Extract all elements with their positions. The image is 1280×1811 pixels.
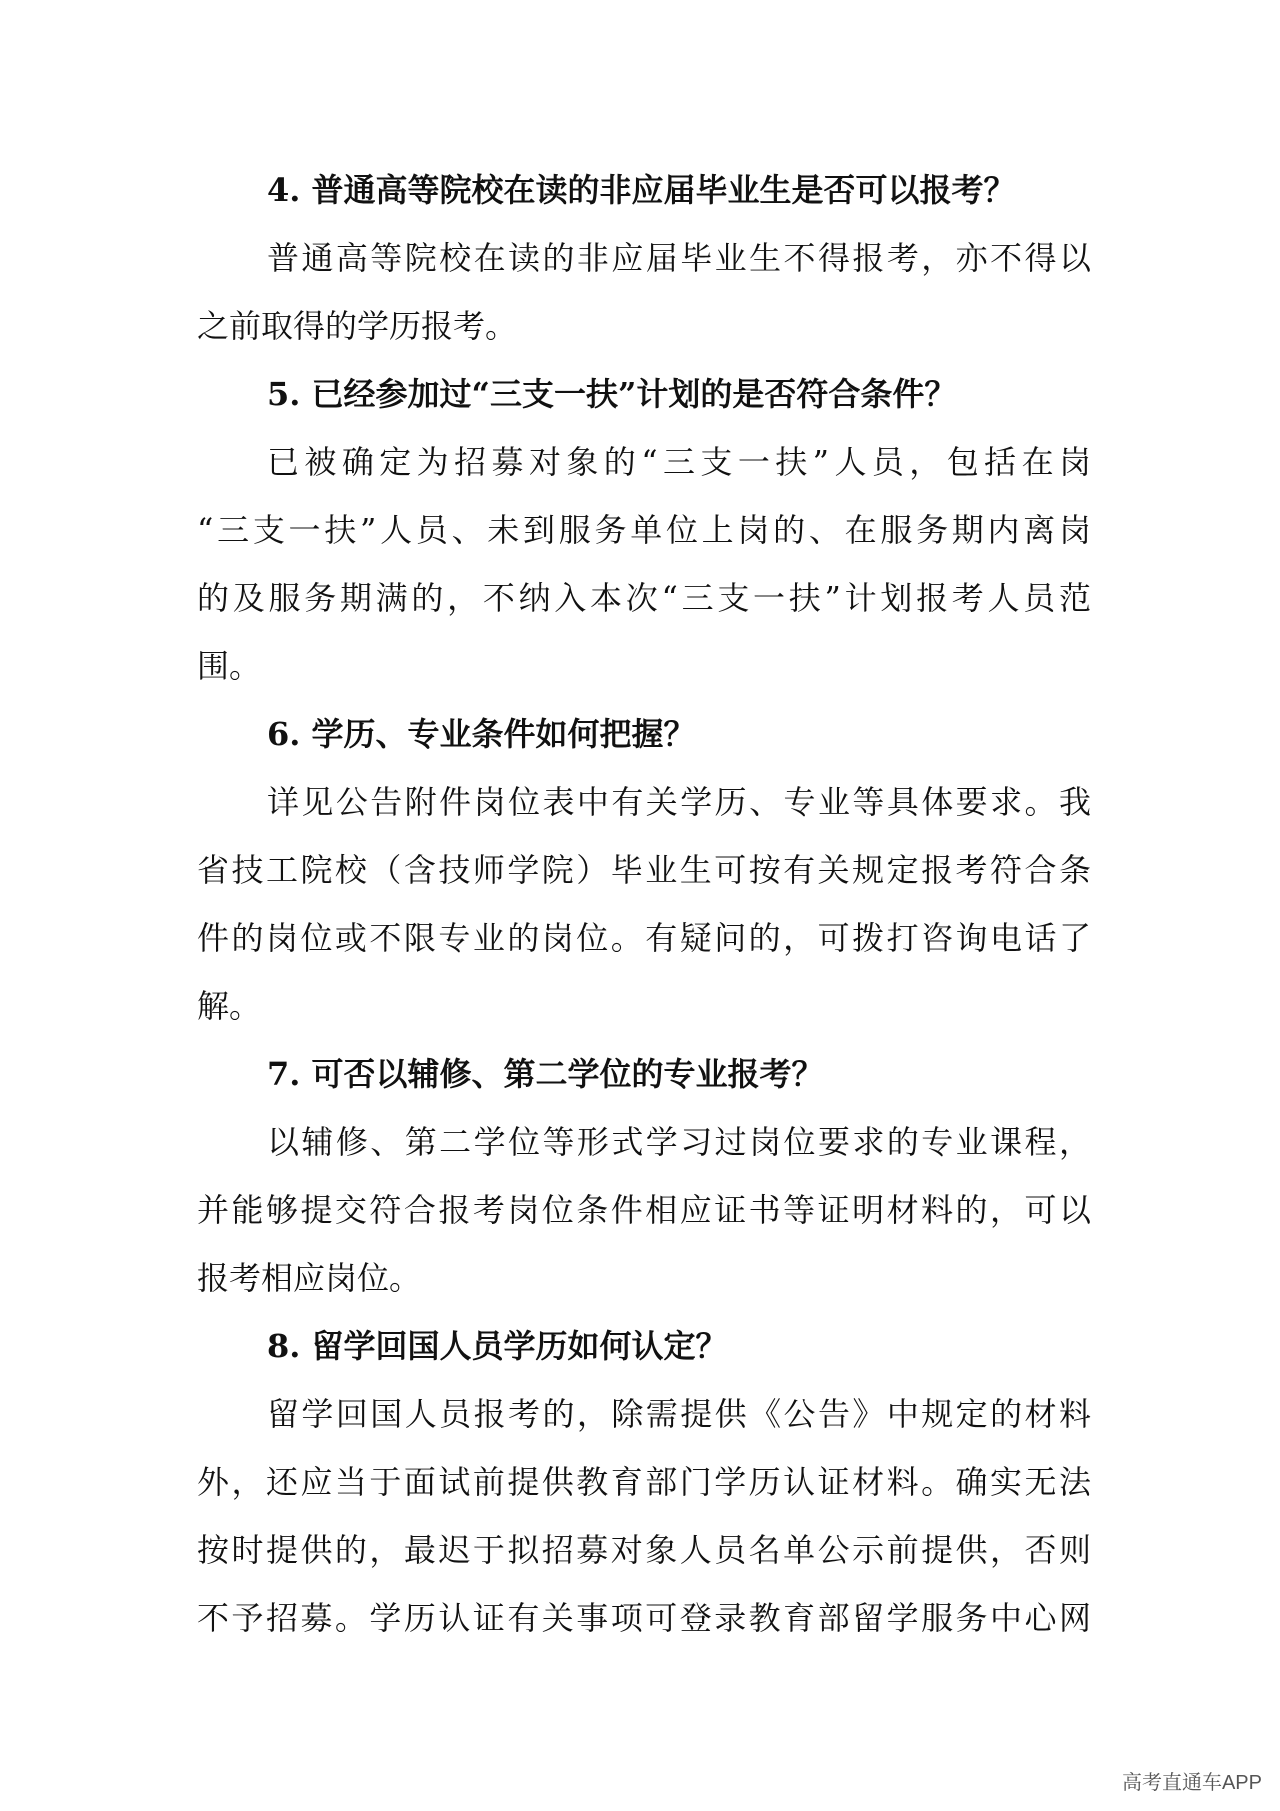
answer-line: 以辅修、第二学位等形式学习过岗位要求的专业课程，: [267, 1123, 1091, 1161]
answer-line: 解。: [197, 987, 262, 1025]
answer-line: 按时提供的，最迟于拟招募对象人员名单公示前提供，否则: [197, 1531, 1091, 1569]
answer-line: 省技工院校（含技师学院）毕业生可按有关规定报考符合条: [197, 851, 1091, 889]
answer-line: 的及服务期满的，不纳入本次“三支一扶”计划报考人员范: [197, 579, 1091, 617]
watermark-label: 高考直通车APP: [1121, 1772, 1262, 1794]
question-heading-6: 6. 学历、专业条件如何把握？: [267, 715, 696, 753]
question-heading-5: 5. 已经参加过“三支一扶”计划的是否符合条件？: [267, 375, 957, 413]
answer-line: 详见公告附件岗位表中有关学历、专业等具体要求。我: [267, 783, 1091, 821]
answer-line: 并能够提交符合报考岗位条件相应证书等证明材料的，可以: [197, 1191, 1091, 1229]
answer-line: 已被确定为招募对象的“三支一扶”人员，包括在岗: [267, 443, 1091, 481]
answer-line: 留学回国人员报考的，除需提供《公告》中规定的材料: [267, 1395, 1091, 1433]
answer-line: 报考相应岗位。: [197, 1259, 422, 1297]
answer-line: “三支一扶”人员、未到服务单位上岗的、在服务期内离岗: [197, 511, 1091, 549]
answer-line: 件的岗位或不限专业的岗位。有疑问的，可拨打咨询电话了: [197, 919, 1091, 957]
answer-line: 围。: [197, 647, 262, 685]
answer-line: 之前取得的学历报考。: [197, 307, 518, 345]
question-heading-8: 8. 留学回国人员学历如何认定？: [267, 1327, 728, 1365]
answer-line: 外，还应当于面试前提供教育部门学历认证材料。确实无法: [197, 1463, 1091, 1501]
answer-line: 普通高等院校在读的非应届毕业生不得报考，亦不得以: [267, 239, 1091, 277]
question-heading-7: 7. 可否以辅修、第二学位的专业报考？: [267, 1055, 824, 1093]
question-heading-4: 4. 普通高等院校在读的非应届毕业生是否可以报考？: [267, 171, 1016, 209]
answer-line: 不予招募。学历认证有关事项可登录教育部留学服务中心网: [197, 1599, 1091, 1637]
